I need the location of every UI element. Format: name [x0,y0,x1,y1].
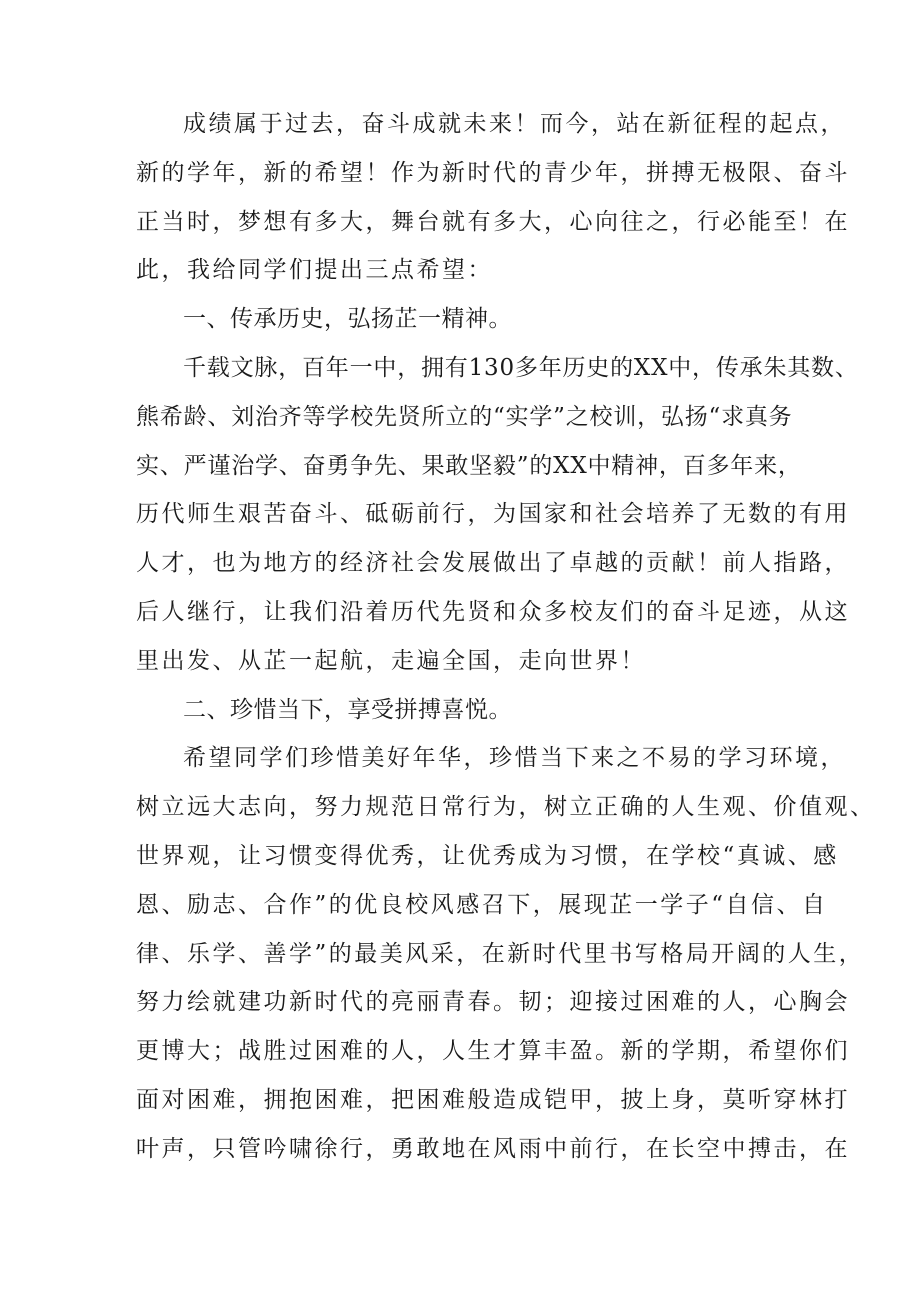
text-line: 人才，也为地方的经济社会发展做出了卓越的贡献！前人指路， [136,550,850,577]
document-page [136,100,876,1174]
text-line: 里出发、从芷一起航，走遍全国，走向世界！ [136,647,646,674]
paragraph-history [136,344,859,686]
heading-text: 一、传承历史，弘扬芷一精神。 [183,306,512,333]
text-line: 此，我给同学们提出三点希望： [136,257,493,284]
text-line: 新的学年，新的希望！作为新时代的青少年，拼搏无极限、奋斗 [136,159,850,186]
text-line: 更博大；战胜过困难的人，人生才算丰盈。新的学期，希望你们 [136,1038,850,1065]
heading-text: 二、珍惜当下，享受拼搏喜悦。 [183,696,512,723]
text-line: 熊希龄、刘治齐等学校先贤所立的“实学”之校训，弘扬“求真务 [136,403,793,430]
paragraph-intro [136,100,850,295]
text-line: 历代师生艰苦奋斗、砥砺前行，为国家和社会培养了无数的有用 [136,501,850,528]
text-line: 希望同学们珍惜美好年华，珍惜当下来之不易的学习环境， [183,745,846,772]
section-heading-2 [136,686,804,735]
section-heading-1 [136,295,804,344]
text-line: 成绩属于过去，奋斗成就未来！而今，站在新征程的起点， [183,111,846,137]
text-line: 树立远大志向，努力规范日常行为，树立正确的人生观、价值观、 [136,794,876,821]
text-line: 实、严谨治学、奋勇争先、果敢坚毅”的XX中精神，百多年来， [136,452,802,479]
paragraph-cherish [136,734,876,1173]
text-line: 世界观，让习惯变得优秀，让优秀成为习惯，在学校“真诚、感 [136,842,839,869]
text-line: 千载文脉，百年一中，拥有130多年历史的XX中，传承朱其数、 [183,354,859,381]
text-line: 律、乐学、善学”的最美风采，在新时代里书写格局开阔的人生， [136,940,865,967]
text-line: 后人继行，让我们沿着历代先贤和众多校友们的奋斗足迹，从这 [136,598,850,625]
text-line: 努力绘就建功新时代的亮丽青春。韧；迎接过困难的人，心胸会 [136,989,850,1016]
text-line: 面对困难，拥抱困难，把困难般造成铠甲，披上身，莫听穿林打 [136,1086,850,1113]
text-line: 叶声，只管吟啸徐行，勇敢地在风雨中前行，在长空中搏击，在 [136,1135,850,1162]
text-line: 正当时，梦想有多大，舞台就有多大，心向往之，行必能至！在 [136,208,850,235]
text-line: 恩、励志、合作”的优良校风感召下，展现芷一学子“自信、自 [136,891,828,918]
